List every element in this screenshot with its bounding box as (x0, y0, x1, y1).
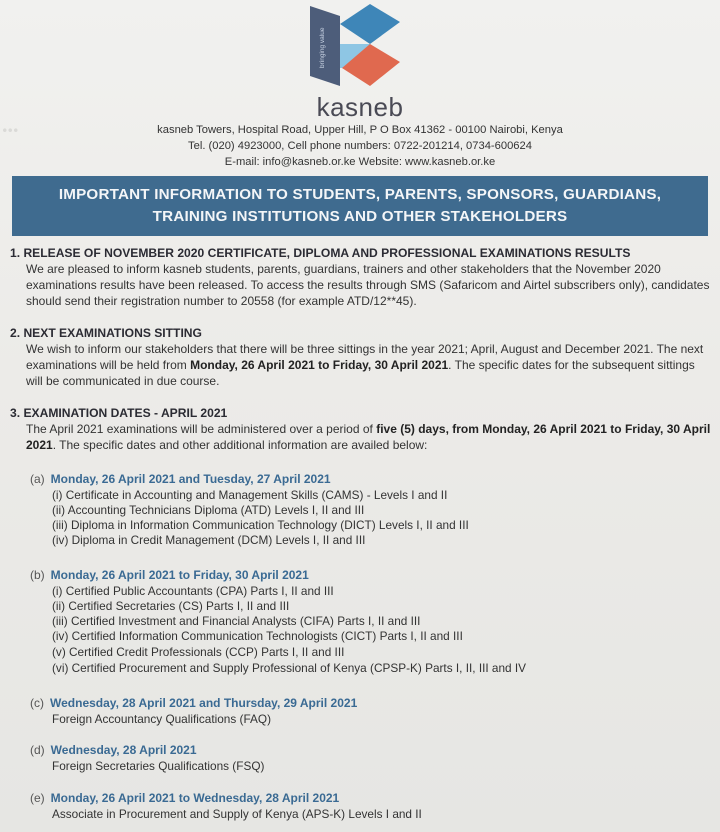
group-letter: (a) (30, 472, 45, 486)
logo-tagline: bringing value (319, 27, 326, 68)
exam-group-b-heading (30, 568, 309, 582)
exam-group-d-heading (30, 743, 197, 757)
exam-item: (ii) Certified Secretaries (CS) Parts I, II and III (52, 599, 290, 613)
exam-group-c-heading (30, 696, 357, 710)
section-3-body-bold: five (5) days, from Monday, 26 April 2021 to Friday, 30 April 2021 (26, 422, 711, 452)
group-letter: (d) (30, 743, 45, 757)
kasneb-logo-icon (308, 4, 400, 96)
exam-group-a-heading (30, 472, 331, 486)
email-website-line: E-mail: info@kasneb.or.ke Website: www.kasneb.or.ke (224, 156, 496, 168)
banner-line-2: TRAINING INSTITUTIONS AND OTHER STAKEHOLDERS (152, 208, 568, 225)
section-2-body-bold: Monday, 26 April 2021 to Friday, 30 April 2021 (190, 358, 449, 372)
group-dates: Monday, 26 April 2021 to Friday, 30 April 2021 (50, 568, 309, 582)
exam-item: (i) Certificate in Accounting and Management Skills (CAMS) - Levels I and II (52, 488, 448, 502)
exam-item: Foreign Secretaries Qualifications (FSQ) (52, 759, 265, 773)
group-letter: (e) (30, 791, 45, 805)
bleed-through-text: ... (2, 112, 19, 137)
address-line: kasneb Towers, Hospital Road, Upper Hill, P O Box 41362 - 00100 Nairobi, Kenya (157, 124, 563, 136)
group-dates: Wednesday, 28 April 2021 (50, 743, 197, 757)
section-1-title: 1. RELEASE OF NOVEMBER 2020 CERTIFICATE, DIPLOMA AND PROFESSIONAL EXAMINATIONS RESULTS (10, 246, 631, 260)
section-3-body-a: The April 2021 examinations will be administered over a period of (26, 422, 377, 436)
group-dates: Wednesday, 28 April 2021 and Thursday, 29 April 2021 (50, 696, 358, 710)
group-dates: Monday, 26 April 2021 and Tuesday, 27 April 2021 (50, 472, 331, 486)
section-3-body-b: . The specific dates and other additional information are availed below: (52, 438, 428, 452)
important-info-banner (12, 176, 708, 236)
exam-item: Foreign Accountancy Qualifications (FAQ) (52, 712, 271, 726)
phone-line: Tel. (020) 4923000, Cell phone numbers: 0722-201214, 0734-600624 (188, 140, 532, 152)
brand-name: kasneb (316, 92, 404, 122)
exam-group-e-heading (30, 791, 339, 805)
group-dates: Monday, 26 April 2021 to Wednesday, 28 April 2021 (50, 791, 340, 805)
section-2-title: 2. NEXT EXAMINATIONS SITTING (10, 326, 202, 340)
exam-item: (ii) Accounting Technicians Diploma (ATD) Levels I, II and III (52, 503, 365, 517)
group-letter: (b) (30, 568, 45, 582)
section-2-body (26, 341, 714, 389)
group-letter: (c) (30, 696, 44, 710)
exam-item: (iii) Diploma in Information Communication Technology (DICT) Levels I, II and III (52, 518, 469, 532)
section-1-body: We are pleased to inform kasneb students, parents, guardians, trainers and other stakeholders that the November 2020 examinations results have been released. To access the results through SMS (Safaricom and Airtel subscribers only), candidates should send their registration number to 20558 (for example ATD/12**45). (26, 262, 710, 308)
exam-item: (vi) Certified Procurement and Supply Professional of Kenya (CPSP-K) Parts I, II, III and IV (52, 661, 527, 675)
exam-item: Associate in Procurement and Supply of Kenya (APS-K) Levels I and II (52, 807, 422, 821)
banner-line-1: IMPORTANT INFORMATION TO STUDENTS, PARENTS, SPONSORS, GUARDIANS, (58, 186, 662, 203)
section-2-body-a: We wish to inform our stakeholders that there will be three sittings in the year 2021; April, August and December 2021. The next examinations will be held from (26, 342, 704, 372)
exam-item: (v) Certified Credit Professionals (CCP) Parts I, II and III (52, 645, 345, 659)
section-2-body-b: . The specific dates for the subsequent sittings will be communicated in due course. (26, 358, 695, 388)
section-3-title: 3. EXAMINATION DATES - APRIL 2021 (10, 406, 228, 420)
section-3-body (26, 421, 714, 453)
exam-item: (iv) Diploma in Credit Management (DCM) Levels I, II and III (52, 533, 366, 547)
exam-item: (i) Certified Public Accountants (CPA) Parts I, II and III (52, 584, 334, 598)
exam-item: (iii) Certified Investment and Financial Analysts (CIFA) Parts I, II and III (52, 614, 421, 628)
exam-item: (iv) Certified Information Communication Technologists (CICT) Parts I, II and III (52, 629, 463, 643)
